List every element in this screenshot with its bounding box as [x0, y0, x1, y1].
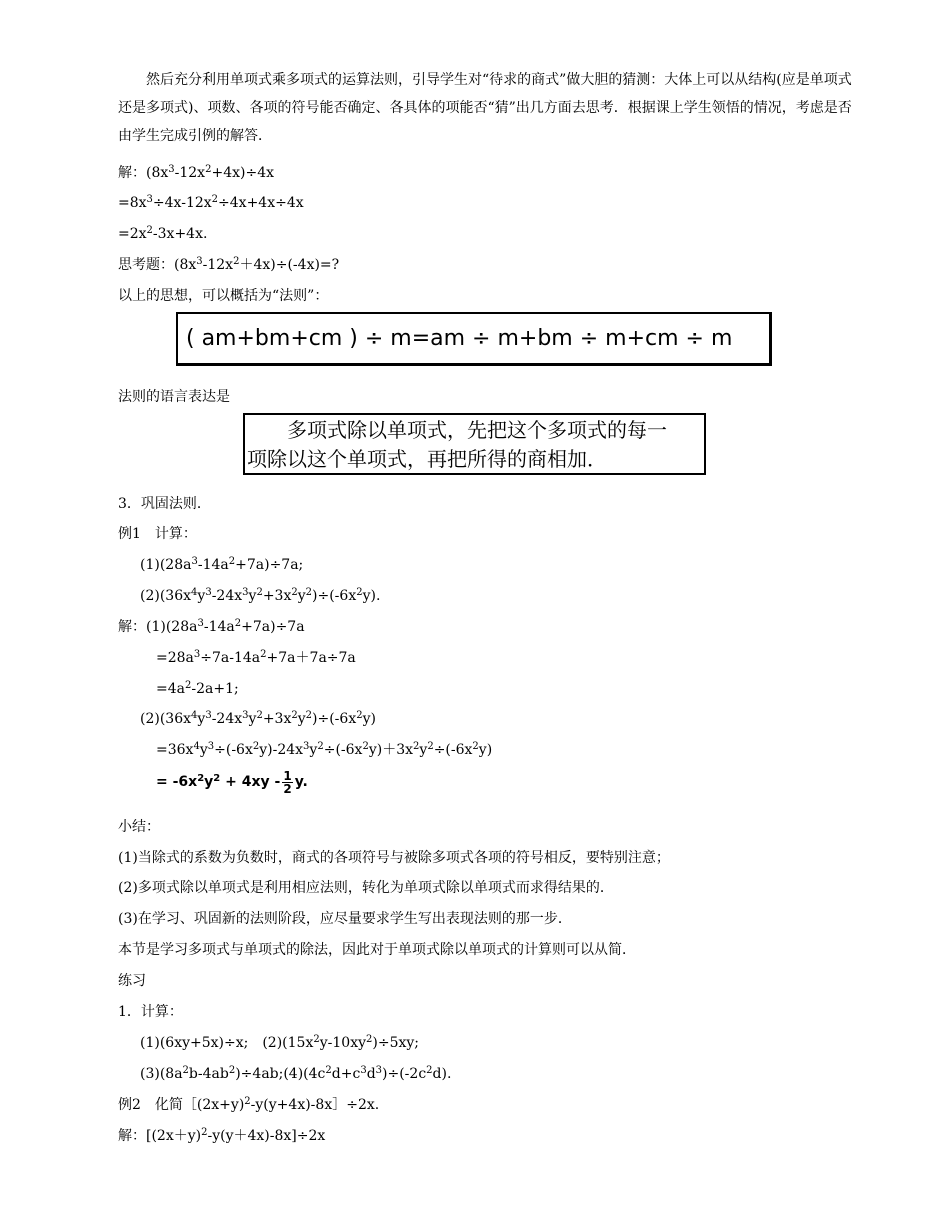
final-suffix: y. — [294, 774, 308, 790]
ex1-solution-4: $(2)(36x^4y^3-24x^3y^2+3x^2y^2)\div(-6x^2y)$ — [140, 710, 376, 727]
final-mid: y — [204, 774, 214, 790]
ex1-solution-1: 解：$(1)(28a^3-14a^2+7a)\div 7a$ — [118, 618, 305, 635]
example-2-solution: 解：$[(2x+y)^2-y(y+4x)-8x]\div 2x$ — [118, 1127, 326, 1144]
final-prefix: = -6x — [156, 774, 198, 790]
summary-item-3: (3)在学习、巩固新的法则阶段，应尽量要求学生写出表现法则的那一步． — [118, 911, 572, 927]
rule-intro: 以上的思想，可以概括为“法则”： — [118, 288, 329, 304]
ex1-solution-5: $=36x^4y^3\div(-6x^2y)-24x^3y^2\div(-6x^2y)+3x^2y^2\div(-6x^2y)$ — [156, 741, 493, 758]
practice-row-1: (1)(6xy+5x)÷x; $(2)(15x^2y-10xy^2)\div 5xy$; — [140, 1034, 419, 1051]
practice-item-1: 1．计算： — [118, 1004, 183, 1020]
example-2: 例2 化简$[(2x+y)^2-y(y+4x)-8x]\div 2x$. — [118, 1096, 380, 1113]
example-1-item-1: $(1)(28a^3-14a^2+7a)\div 7a$; — [140, 556, 304, 573]
solution-line-2: $=8x^3\div 4x-12x^2\div 4x+4x\div 4x$ — [118, 194, 304, 211]
example-1-item-2: $(2)(36x^4y^3-24x^3y^2+3x^2y^2)\div(-6x^2y)$. — [140, 587, 381, 604]
summary-item-2: (2)多项式除以单项式是利用相应法则，转化为单项式除以单项式而求得结果的． — [118, 880, 614, 896]
ex1-solution-6: = $-6x^2y^2 + 4xy$ - $\frac{1}{2}$ y. — [156, 768, 308, 796]
practice-label: 练习 — [118, 973, 146, 989]
ex2-solution-label: 解： — [118, 1128, 146, 1144]
ex1-solution-2: $=28a^3\div 7a-14a^2+7a+7a\div 7a$ — [156, 649, 356, 666]
rule-formula-box — [176, 312, 772, 366]
summary-item-1: (1)当除式的系数为负数时，商式的各项符号与被除多项式各项的符号相反，要特别注意； — [118, 850, 670, 866]
ex1-solution-3: $=4a^2-2a+1$; — [156, 680, 239, 697]
example-2-label: 例2 化简 — [118, 1097, 183, 1113]
fraction-numerator: 1 — [283, 768, 292, 783]
fraction-denominator: 2 — [283, 781, 292, 796]
thinking-label: 思考题： — [118, 257, 174, 273]
rule-language-box — [243, 413, 706, 475]
rule-language-line-1: 多项式除以单项式，先把这个多项式的每一 — [287, 418, 667, 442]
intro-paragraph: 然后充分利用单项式乘多项式的运算法则，引导学生对“待求的商式”做大胆的猜测：大体上可以从结构(应是单项式还是多项式)、项数、各项的符号能否确定、各具体的项能否“猜”出几方面去思考．根据课上学生领悟的情况，考虑是否由学生完成引例的解答． — [118, 72, 852, 144]
practice-row-2: $(3)(8a^2b-4ab^2)\div 4ab;(4)(4c^2d+c^3d^3)\div(-2c^2d)$. — [140, 1065, 452, 1082]
ex1-solution-label: 解： — [118, 619, 146, 635]
rule-language-line-2: 项除以这个单项式，再把所得的商相加． — [247, 447, 607, 471]
thinking-question: 思考题：$(8x^3-12x^2+4x)\div(-4x)=$? — [118, 256, 340, 273]
summary-label: 小结： — [118, 819, 160, 835]
rule-language-label: 法则的语言表达是 — [118, 389, 230, 405]
solution-label: 解： — [118, 165, 146, 181]
solution-line-1: 解：$(8x^3-12x^2+4x)\div 4x$ — [118, 164, 274, 181]
solution-line-3: $=2x^2-3x+4x$. — [118, 225, 208, 242]
rule-formula: ( am+bm+cm ) ÷ m=am ÷ m+bm ÷ m+cm ÷ m — [186, 326, 733, 351]
final-mid-2: + 4xy - — [220, 774, 281, 790]
section-note: 本节是学习多项式与单项式的除法，因此对于单项式除以单项式的计算则可以从简． — [118, 942, 636, 958]
example-1-label: 例1 计算： — [118, 526, 197, 542]
section-3-title: 3．巩固法则． — [118, 496, 211, 512]
half-fraction — [282, 770, 292, 795]
